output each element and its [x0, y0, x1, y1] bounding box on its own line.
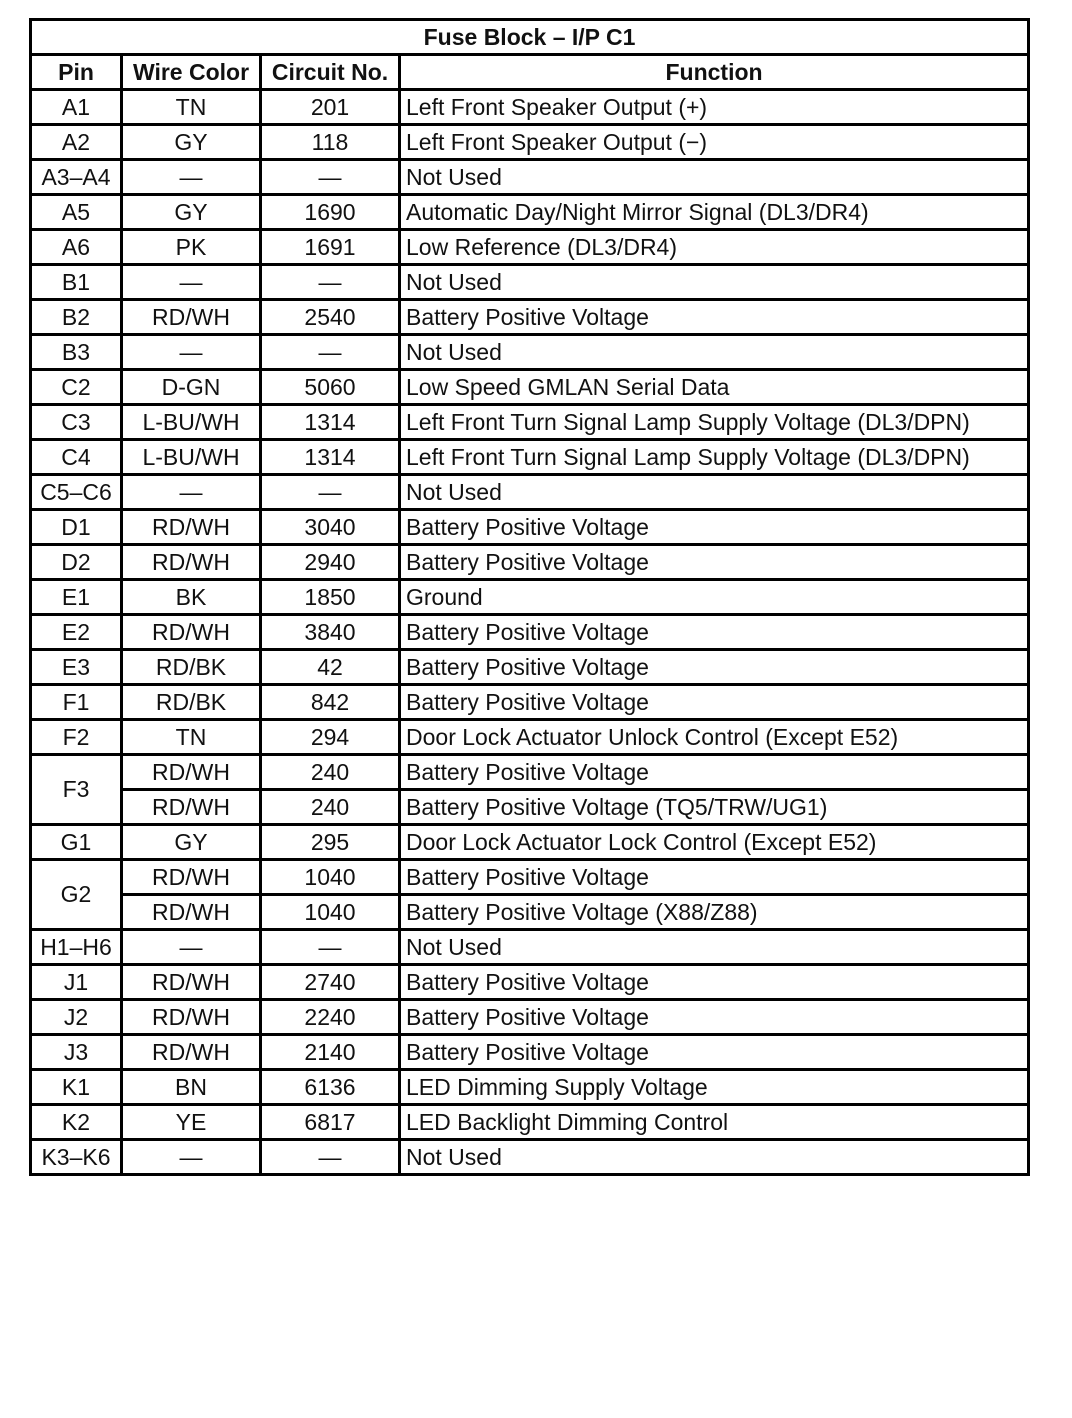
- function-cell: Left Front Turn Signal Lamp Supply Voltage (DL3/DPN): [400, 405, 1029, 440]
- function-cell: Battery Positive Voltage: [400, 300, 1029, 335]
- wire-color-cell: BN: [122, 1070, 261, 1105]
- function-cell: Battery Positive Voltage (X88/Z88): [400, 895, 1029, 930]
- function-cell: Not Used: [400, 335, 1029, 370]
- function-cell: Left Front Speaker Output (+): [400, 90, 1029, 125]
- pin-cell: C2: [31, 370, 122, 405]
- circuit-cell: 3040: [261, 510, 400, 545]
- pin-cell: J2: [31, 1000, 122, 1035]
- fuse-block-table: [29, 18, 1030, 1176]
- wire-color-cell: RD/WH: [122, 300, 261, 335]
- function-cell: Ground: [400, 580, 1029, 615]
- pin-cell: J3: [31, 1035, 122, 1070]
- wire-color-cell: RD/WH: [122, 790, 261, 825]
- wire-color-cell: GY: [122, 195, 261, 230]
- pin-cell: H1–H6: [31, 930, 122, 965]
- function-cell: Battery Positive Voltage: [400, 1035, 1029, 1070]
- circuit-cell: 294: [261, 720, 400, 755]
- circuit-cell: —: [261, 335, 400, 370]
- pin-cell: K3–K6: [31, 1140, 122, 1175]
- function-cell: Battery Positive Voltage: [400, 545, 1029, 580]
- function-cell: Left Front Speaker Output (−): [400, 125, 1029, 160]
- circuit-cell: 3840: [261, 615, 400, 650]
- wire-color-cell: RD/WH: [122, 615, 261, 650]
- pin-cell: G1: [31, 825, 122, 860]
- table-row: [31, 755, 1029, 790]
- wire-color-cell: RD/WH: [122, 510, 261, 545]
- circuit-cell: 118: [261, 125, 400, 160]
- wire-color-cell: —: [122, 1140, 261, 1175]
- function-cell: Battery Positive Voltage: [400, 615, 1029, 650]
- function-column-header: Function: [400, 55, 1029, 90]
- pin-cell: A6: [31, 230, 122, 265]
- table-row: [31, 650, 1029, 685]
- table-row: [31, 1070, 1029, 1105]
- table-row: [31, 1000, 1029, 1035]
- function-cell: Automatic Day/Night Mirror Signal (DL3/DR4): [400, 195, 1029, 230]
- function-cell: Battery Positive Voltage: [400, 510, 1029, 545]
- circuit-cell: 6136: [261, 1070, 400, 1105]
- function-cell: Battery Positive Voltage: [400, 1000, 1029, 1035]
- table-row: [31, 860, 1029, 895]
- circuit-cell: 1040: [261, 895, 400, 930]
- circuit-cell: —: [261, 160, 400, 195]
- function-cell: Battery Positive Voltage: [400, 860, 1029, 895]
- wire-color-cell: —: [122, 475, 261, 510]
- pin-cell: D1: [31, 510, 122, 545]
- table-title-row: [31, 20, 1029, 55]
- circuit-cell: 5060: [261, 370, 400, 405]
- table-row: [31, 685, 1029, 720]
- circuit-column-header: Circuit No.: [261, 55, 400, 90]
- wire-color-cell: RD/BK: [122, 650, 261, 685]
- function-cell: Not Used: [400, 475, 1029, 510]
- table-row: [31, 475, 1029, 510]
- table-row: [31, 440, 1029, 475]
- table-header-row: [31, 55, 1029, 90]
- wire-color-cell: D-GN: [122, 370, 261, 405]
- circuit-cell: —: [261, 930, 400, 965]
- pin-cell: C4: [31, 440, 122, 475]
- wire-color-cell: —: [122, 335, 261, 370]
- table-row: [31, 545, 1029, 580]
- circuit-cell: 295: [261, 825, 400, 860]
- function-cell: Battery Positive Voltage: [400, 965, 1029, 1000]
- function-cell: Battery Positive Voltage: [400, 755, 1029, 790]
- table-row: [31, 720, 1029, 755]
- wire-color-cell: RD/WH: [122, 1035, 261, 1070]
- circuit-cell: 240: [261, 790, 400, 825]
- wire-color-cell: GY: [122, 825, 261, 860]
- function-cell: Door Lock Actuator Unlock Control (Except E52): [400, 720, 1029, 755]
- circuit-cell: 1691: [261, 230, 400, 265]
- circuit-cell: 6817: [261, 1105, 400, 1140]
- function-cell: Door Lock Actuator Lock Control (Except E52): [400, 825, 1029, 860]
- table-row: [31, 230, 1029, 265]
- function-cell: Low Speed GMLAN Serial Data: [400, 370, 1029, 405]
- function-cell: Battery Positive Voltage: [400, 685, 1029, 720]
- wire-color-cell: RD/WH: [122, 965, 261, 1000]
- pin-cell: E1: [31, 580, 122, 615]
- wire-color-column-header: Wire Color: [122, 55, 261, 90]
- wire-color-cell: L-BU/WH: [122, 440, 261, 475]
- function-cell: Low Reference (DL3/DR4): [400, 230, 1029, 265]
- function-cell: Not Used: [400, 930, 1029, 965]
- table-row: [31, 195, 1029, 230]
- table-row: [31, 790, 1029, 825]
- wire-color-cell: BK: [122, 580, 261, 615]
- table-row: [31, 160, 1029, 195]
- table-row: [31, 510, 1029, 545]
- pin-cell: F1: [31, 685, 122, 720]
- wire-color-cell: RD/WH: [122, 895, 261, 930]
- circuit-cell: 42: [261, 650, 400, 685]
- circuit-cell: 842: [261, 685, 400, 720]
- wire-color-cell: RD/WH: [122, 545, 261, 580]
- pin-cell: B2: [31, 300, 122, 335]
- function-cell: Battery Positive Voltage (TQ5/TRW/UG1): [400, 790, 1029, 825]
- circuit-cell: 2540: [261, 300, 400, 335]
- table-row: [31, 895, 1029, 930]
- circuit-cell: 1040: [261, 860, 400, 895]
- pin-cell: C5–C6: [31, 475, 122, 510]
- function-cell: Not Used: [400, 1140, 1029, 1175]
- wire-color-cell: RD/WH: [122, 1000, 261, 1035]
- pin-cell: K2: [31, 1105, 122, 1140]
- pin-cell: A5: [31, 195, 122, 230]
- table-row: [31, 615, 1029, 650]
- wire-color-cell: RD/WH: [122, 755, 261, 790]
- pin-cell: A1: [31, 90, 122, 125]
- table-body: [31, 90, 1029, 1175]
- circuit-cell: 1314: [261, 440, 400, 475]
- pin-cell: B3: [31, 335, 122, 370]
- circuit-cell: —: [261, 1140, 400, 1175]
- circuit-cell: 201: [261, 90, 400, 125]
- circuit-cell: 2140: [261, 1035, 400, 1070]
- pin-cell: A2: [31, 125, 122, 160]
- pin-cell: F2: [31, 720, 122, 755]
- pin-cell: G2: [31, 860, 122, 930]
- pin-column-header: Pin: [31, 55, 122, 90]
- function-cell: Not Used: [400, 265, 1029, 300]
- circuit-cell: 240: [261, 755, 400, 790]
- wire-color-cell: TN: [122, 720, 261, 755]
- table-row: [31, 1140, 1029, 1175]
- pin-cell: E3: [31, 650, 122, 685]
- table-row: [31, 930, 1029, 965]
- table-row: [31, 335, 1029, 370]
- circuit-cell: —: [261, 475, 400, 510]
- table-row: [31, 125, 1029, 160]
- pin-cell: A3–A4: [31, 160, 122, 195]
- table-row: [31, 405, 1029, 440]
- table-row: [31, 580, 1029, 615]
- table-row: [31, 1105, 1029, 1140]
- pin-cell: E2: [31, 615, 122, 650]
- pin-cell: K1: [31, 1070, 122, 1105]
- circuit-cell: 2240: [261, 1000, 400, 1035]
- wire-color-cell: RD/WH: [122, 860, 261, 895]
- wire-color-cell: PK: [122, 230, 261, 265]
- pin-cell: D2: [31, 545, 122, 580]
- wire-color-cell: TN: [122, 90, 261, 125]
- circuit-cell: 2940: [261, 545, 400, 580]
- table-title: Fuse Block – I/P C1: [31, 20, 1029, 55]
- function-cell: Battery Positive Voltage: [400, 650, 1029, 685]
- wire-color-cell: YE: [122, 1105, 261, 1140]
- table-row: [31, 90, 1029, 125]
- circuit-cell: —: [261, 265, 400, 300]
- pin-cell: F3: [31, 755, 122, 825]
- table-row: [31, 265, 1029, 300]
- wire-color-cell: GY: [122, 125, 261, 160]
- table-row: [31, 370, 1029, 405]
- circuit-cell: 2740: [261, 965, 400, 1000]
- function-cell: Not Used: [400, 160, 1029, 195]
- function-cell: LED Dimming Supply Voltage: [400, 1070, 1029, 1105]
- circuit-cell: 1690: [261, 195, 400, 230]
- pin-cell: J1: [31, 965, 122, 1000]
- wire-color-cell: —: [122, 265, 261, 300]
- wire-color-cell: —: [122, 930, 261, 965]
- wire-color-cell: RD/BK: [122, 685, 261, 720]
- table-row: [31, 300, 1029, 335]
- table-row: [31, 965, 1029, 1000]
- circuit-cell: 1850: [261, 580, 400, 615]
- function-cell: LED Backlight Dimming Control: [400, 1105, 1029, 1140]
- table-row: [31, 1035, 1029, 1070]
- wire-color-cell: —: [122, 160, 261, 195]
- circuit-cell: 1314: [261, 405, 400, 440]
- pin-cell: B1: [31, 265, 122, 300]
- function-cell: Left Front Turn Signal Lamp Supply Voltage (DL3/DPN): [400, 440, 1029, 475]
- wire-color-cell: L-BU/WH: [122, 405, 261, 440]
- table-row: [31, 825, 1029, 860]
- pin-cell: C3: [31, 405, 122, 440]
